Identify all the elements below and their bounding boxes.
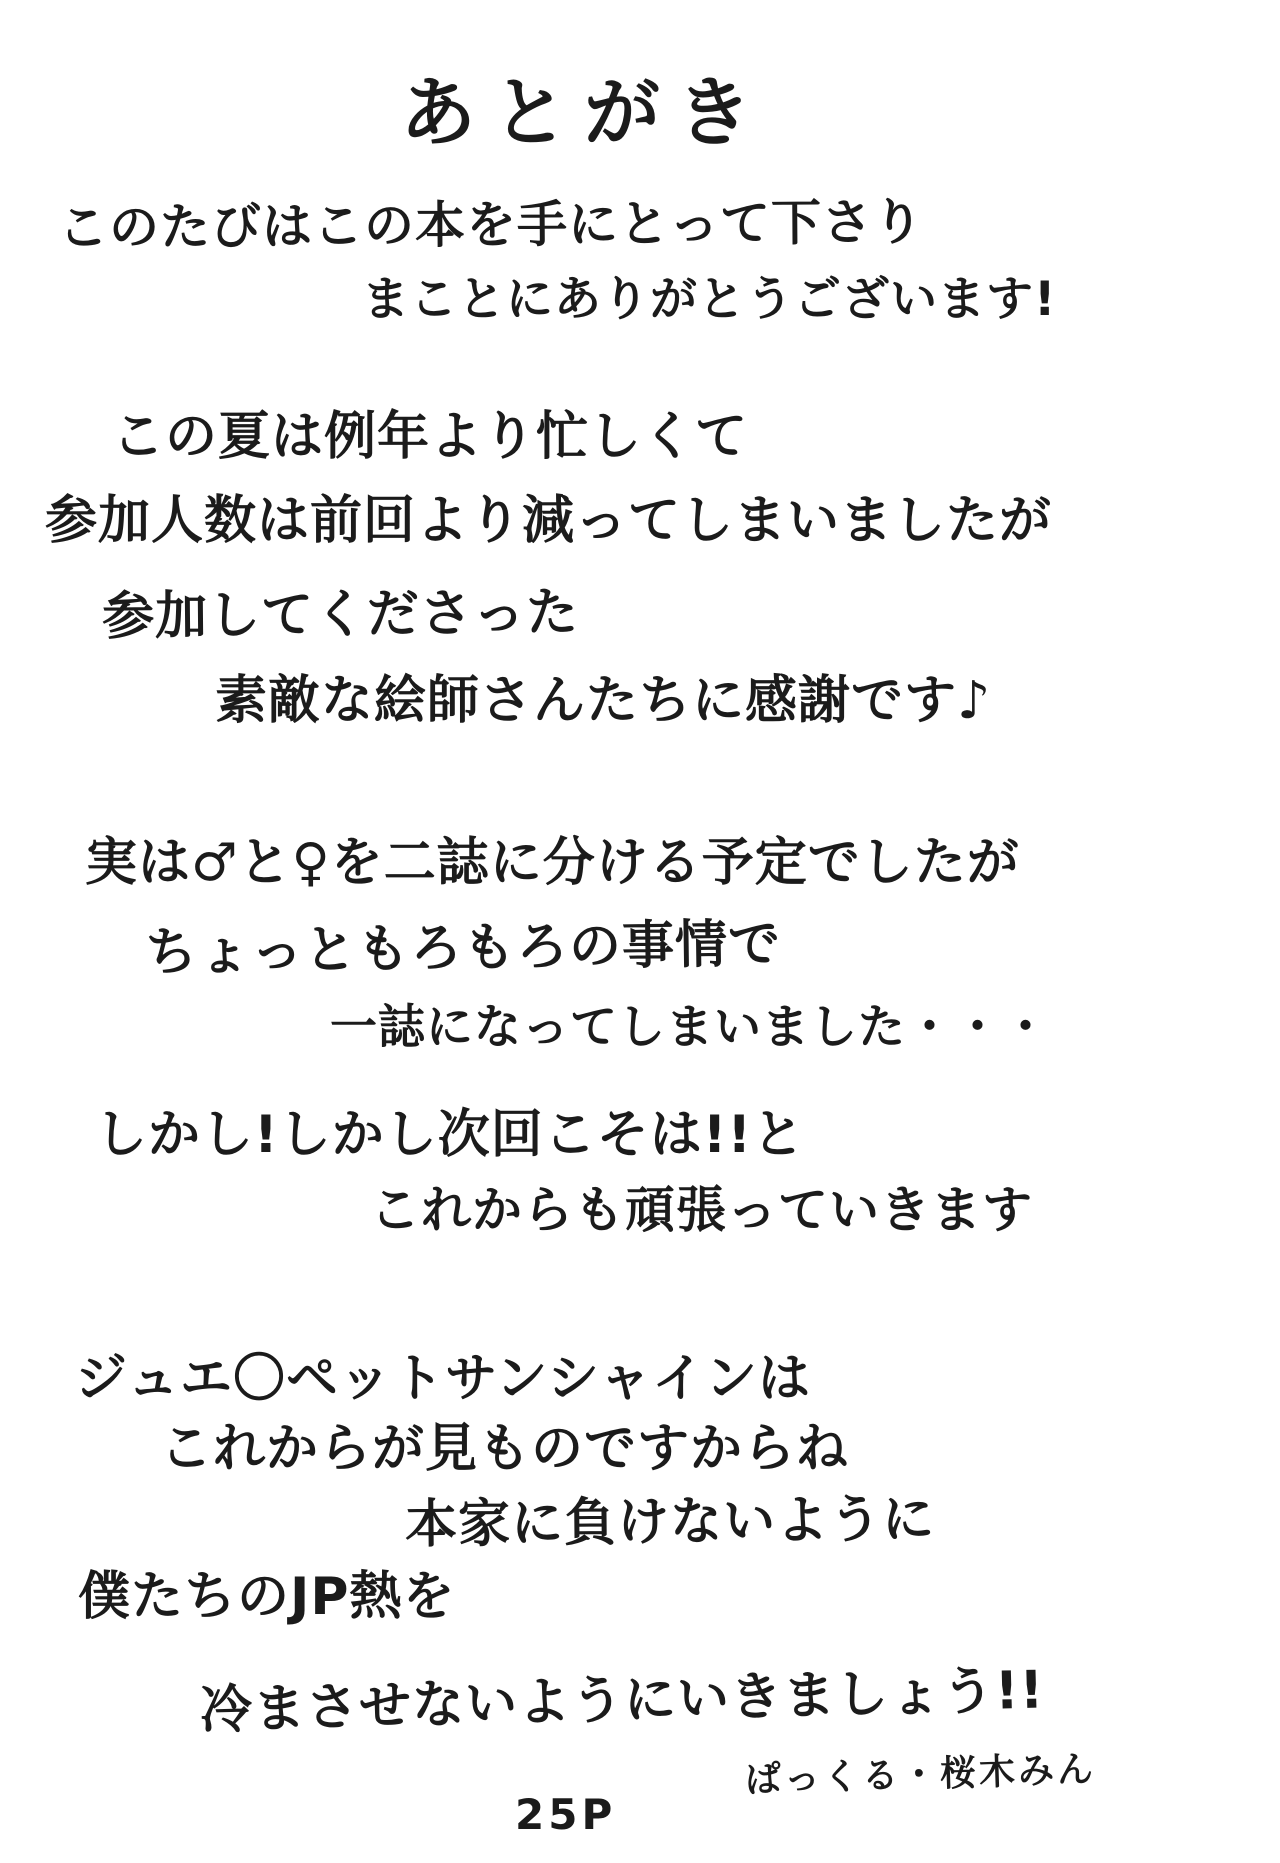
afterword-line-3: この夏は例年より忙しくて: [112, 407, 749, 467]
author-signature: ぱっくる・桜木みん: [744, 1748, 1097, 1801]
page-number: 25P: [515, 1790, 617, 1839]
afterword-line-15: 僕たちのJP熱を: [78, 1567, 456, 1627]
afterword-line-7: 実は♂と♀を二誌に分ける予定でしたが: [85, 833, 1020, 893]
afterword-line-10: しかし!しかし次回こそは!!と: [95, 1105, 806, 1165]
afterword-line-8: ちょっともろもろの事情で: [144, 914, 782, 983]
afterword-line-5: 参加してくださった: [101, 582, 580, 647]
afterword-line-12: ジュエ〇ペットサンシャインは: [75, 1349, 812, 1409]
afterword-line-16: 冷まさせないようにいきましょう!!: [199, 1660, 1046, 1741]
afterword-line-11: これからも頑張っていきます: [370, 1181, 1033, 1239]
afterword-line-2: まことにありがとうございます!: [362, 272, 1057, 327]
afterword-line-4: 参加人数は前回より減ってしまいましたが: [45, 491, 1053, 551]
page-title: あとがき: [400, 68, 768, 157]
afterword-line-6: 素敵な絵師さんたちに感謝です♪: [215, 671, 992, 731]
afterword-line-14: 本家に負けないように: [404, 1489, 936, 1555]
afterword-line-13: これからが見ものですからね: [160, 1419, 850, 1479]
afterword-line-9: 一誌になってしまいました・・・: [330, 1000, 1050, 1055]
afterword-line-1: このたびはこの本を手にとって下さり: [57, 192, 925, 257]
